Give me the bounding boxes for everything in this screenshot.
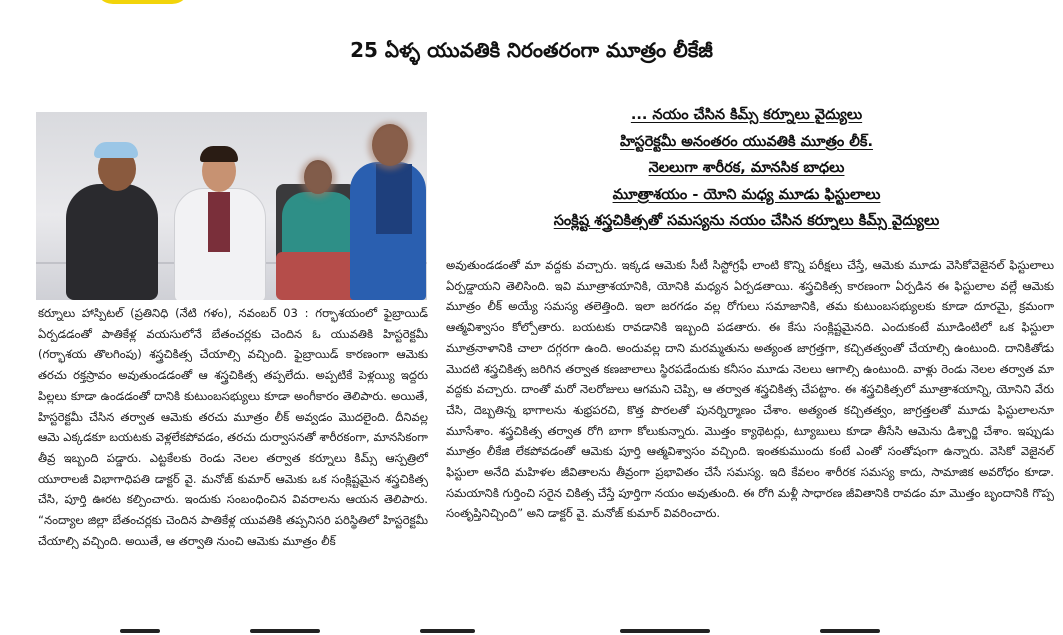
subheadline: ... నయం చేసిన కిమ్స్ కర్నూలు వైద్యులు [630, 107, 863, 123]
next-article-cutoff [0, 627, 1063, 635]
article-left-column [38, 303, 428, 551]
subheadline-block [440, 102, 1053, 235]
article-text-left: కర్నూలు హాస్పిటల్ (ప్రతినిధి (నేటి గళం), నవంబర్ 03 : గర్భాశయంలో ఫైబ్రాయిడ్ ఏర్పడడంతో పాతికేళ్ల వయసులోనే బేతంచర్లకు చెందిన ఓ యువతికి హిస్టరెక్టమీ (గర్భాశయ తొలగింపు) శస్త్రచికిత్స చేయాల్సి వచ్చింది. ఫైబ్రాయిడ్ కారణంగా ఆమెకు తరచు రక్తస్రావం అవుతుండడంతో ఆ శస్త్రచికిత్స తప్పలేదు. అప్పటికే పెళ్లయ్యి ఇద్దరు పిల్లలు కూడా ఉండడంతో దానికి కుటుంబసభ్యులు కూడా అంగీకారం తెలిపారు. అయితే, హిస్టరెక్టమీ చేసిన తర్వాత ఆమెకు తరచు మూత్రం లీక్ అవ్వడం మొదలైంది. దీనివల్ల ఆమె ఎక్కడకూ బయటకు వెళ్లలేకపోవడం, తరచు దుర్వాసనతో శారీరకంగా, మానసికంగా తీవ్ర ఇబ్బంది పడ్డారు. ఎట్టకేలకు రెండు నెలల తర్వాత కర్నూలు కిమ్స్ ఆస్పత్రిలో యూరాలజీ విభాగాధిపతి డాక్టర్ వై. మనోజ్ కుమార్ ఆమెకు ఒక సంక్లిష్టమైన శస్త్రచికిత్స చేసి, పూర్తి ఊరట కల్పించారు. ఇందుకు సంబంధించిన వివరాలను ఆయన తెలిపారు. “నంద్యాల జిల్లా బేతంచర్లకు చెందిన పాతికేళ్ల యువతికి తప్పనిసరి పరిస్థితిలో హిస్టరెక్టమీ చేయాల్సి వచ్చింది. అయితే, ఆ తర్వాతి నుంచి ఆమెకు మూత్రం లీక్ [38, 306, 428, 548]
subheadline: మూత్రాశయం - యోని మధ్య మూడు ఫిస్టులాలు [612, 186, 881, 203]
article-right-column [446, 255, 1054, 524]
subheadline: నెలలుగా శారీరక, మానసిక బాధలు [648, 160, 845, 177]
top-decoration [95, 0, 190, 4]
headline: 25 ఏళ్ళ యువతికి నిరంతరంగా మూత్రం లీకేజీ [350, 37, 713, 62]
news-photo [36, 112, 427, 300]
article-text-right: అవుతుండడంతో మా వద్దకు వచ్చారు. ఇక్కడ ఆమెకు సీటీ సిస్టోగ్రఫీ లాంటి కొన్ని పరీక్షలు చేస్తే, ఆమెకు మూడు వెసికోవెజైనల్ ఫిస్టులాలు ఏర్పడ్డాయని తెలిసింది. ఇవి మూత్రాశయానికి, యోనికి మధ్యన ఏర్పడతాయి. శస్త్రచికిత్స కారణంగా ఏర్పడిన ఈ ఫిస్టులాల వల్లే ఆమెకు మూత్రం లీక్ అయ్యే సమస్య తలెత్తింది. ఇలా జరగడం వల్ల రోగులు సమాజానికి, తమ కుటుంబసభ్యులకు కూడా దూరమై, క్రమంగా ఆత్మవిశ్వాసం కోల్పోతారు. బయటకు రావడానికి ఇబ్బంది పడతారు. ఈ కేసు సంక్లిష్టమైనది. ఎందుకంటే మూడింటిలో ఒక ఫిస్టులా మూత్రనాళానికి చాలా దగ్గరగా ఉంది. అందువల్ల దాని మరమ్మతును అత్యంత జాగ్రత్తగా, కచ్చితత్వంతో చేయాల్సి ఉంటుంది. దానికితోడు మొదటి శస్త్రచికిత్స జరిగిన తర్వాత కణజాలాలు స్థిరపడేందుకు కనీసం మూడు నెలలు ఆగాల్సి ఉంటుంది. వాళ్లు రెండు నెలల తర్వాత మా వద్దకు వచ్చారు. దాంతో మరో నెలరోజులు ఆగమని చెప్పి, ఆ తర్వాత శస్త్రచికిత్స చేపట్టాం. ఈ శస్త్రచికిత్సలో మూత్రాశయాన్ని, యోనిని వేరు చేసి, దెబ్బతిన్న భాగాలను శుభ్రపరచి, కొత్త పొరలతో పునర్నిర్మాణం చేశాం. అత్యంత కచ్చితత్వం, జాగ్రత్తలతో మూడు ఫిస్టులాలనూ మూసేశాం. శస్త్రచికిత్స తర్వాత రోగి బాగా కోలుకున్నారు. మొత్తం క్యాథెటర్లు, ట్యూబులు కూడా తీసేసి ఆమెను డిశ్చార్జి చేశాం. ఇప్పుడు మూత్రం లీకేజి లేకపోవడంతో ఆమెకు పూర్తి ఆత్మవిశ్వాసం వచ్చింది. ఇంతకుముందు కంటే ఎంతో సంతోషంగా ఉన్నారు. వెసికో వెజైనల్ ఫిస్టులా అనేది మహిళల జీవితాలను తీవ్రంగా ప్రభావితం చేసే సమస్య. ఇది కేవలం శారీరక సమస్య కాదు, సామాజిక అవరోధం కూడా. సమయానికి గుర్తించి సరైన చికిత్స చేస్తే పూర్తిగా నయం అవుతుంది. ఈ రోగి మళ్లీ సాధారణ జీవితానికి రావడం మా మొత్తం బృందానికి గొప్ప సంతృప్తినిచ్చింది” అని డాక్టర్ వై. మనోజ్ కుమార్ వివరించారు. [446, 258, 1054, 521]
subheadline: సంక్లిష్ట శస్త్రచికిత్సతో సమస్యను నయం చేసిన కర్నూలు కిమ్స్ వైద్యులు [553, 213, 940, 230]
subheadline: హిస్టరెక్టమీ అనంతరం యువతికి మూత్రం లీక్. [619, 133, 874, 150]
